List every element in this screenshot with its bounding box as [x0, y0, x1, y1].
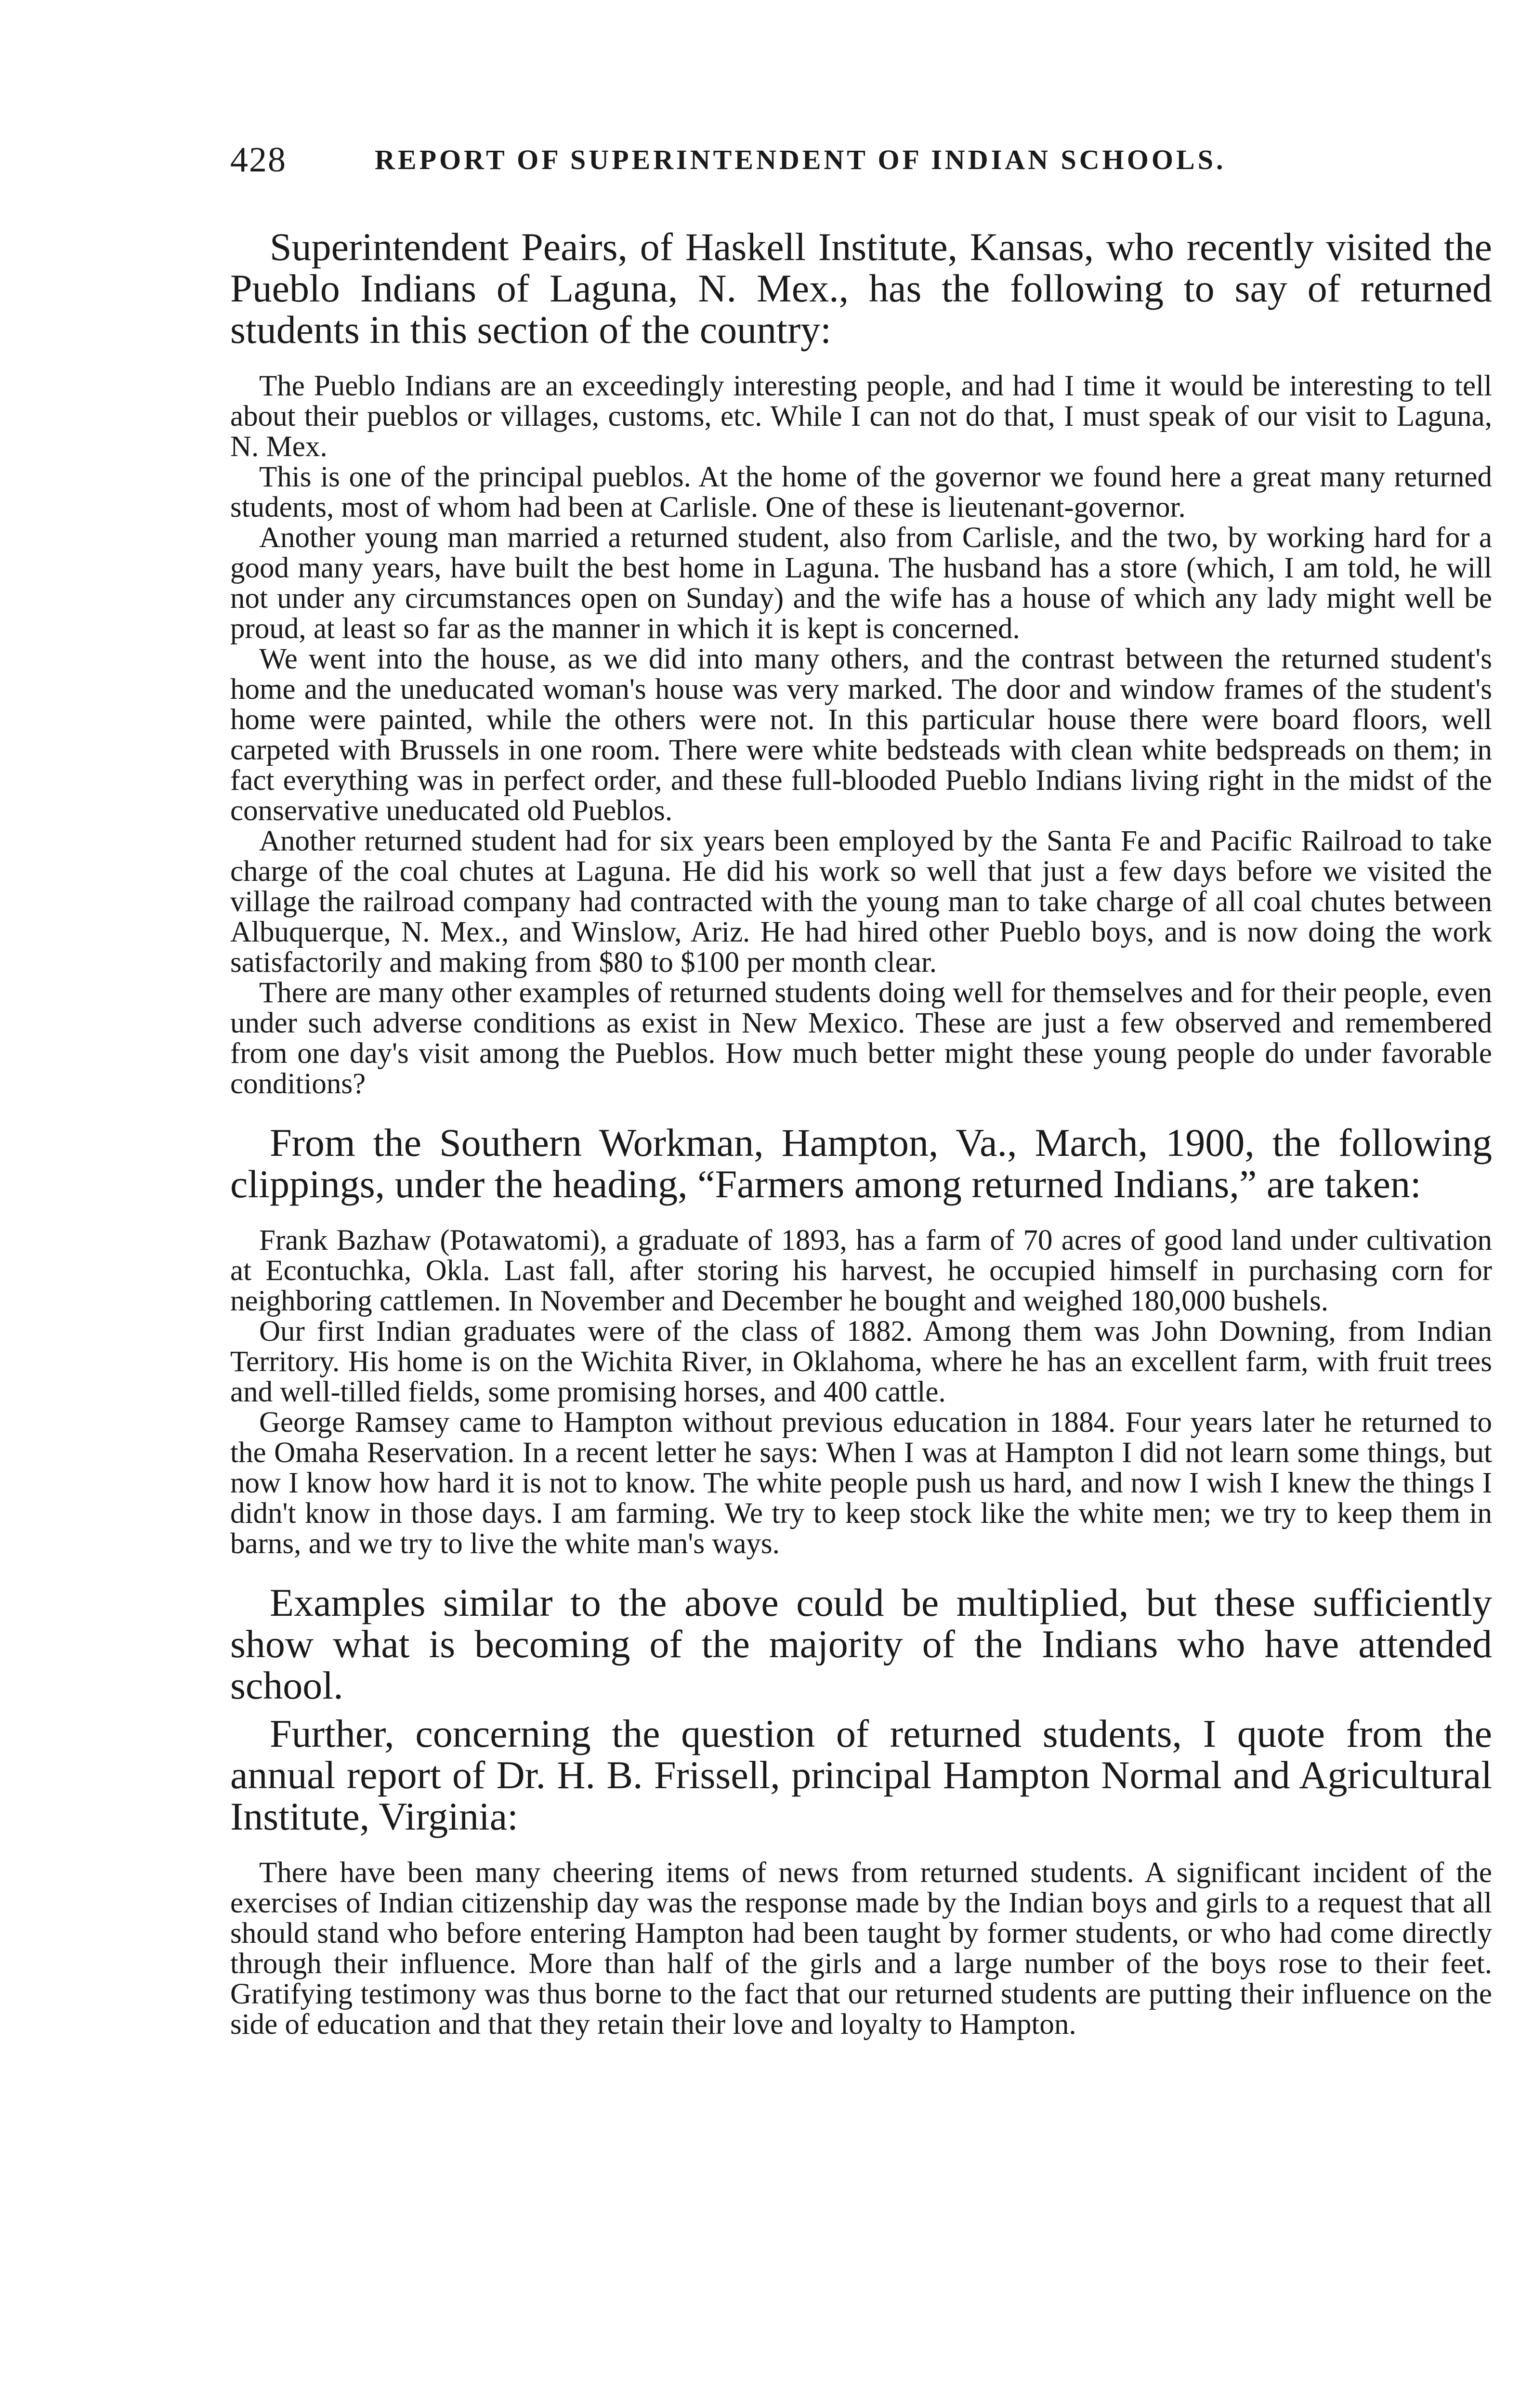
intro-workman-paragraph: From the Southern Workman, Hampton, Va., March, 1900, the following clippings, under the heading, “Farmers among returned Indians,” are taken: — [230, 1121, 1492, 1206]
quote-paragraph: We went into the house, as we did into many others, and the contrast between the returned student's home and the uneducated woman's house was very marked. The door and window frames of the student's home were painted, while the others were not. In this particular house there were board floors, well carpeted with Brussels in one room. There were white bedsteads with clean white bedspreads on them; in fact everything was in perfect order, and these full-blooded Pueblo Indians living right in the midst of the conservative uneducated old Pueblos. — [230, 643, 1492, 827]
quote-paragraph: Frank Bazhaw (Potawatomi), a graduate of 1893, has a farm of 70 acres of good land under cultivation at Econtuchka, Okla. Last fall, after storing his harvest, he occupied himself in purchasing corn for neighboring cattlemen. In November and December he bought and weighed 180,000 bushels. — [230, 1224, 1492, 1317]
page-header — [230, 140, 1492, 193]
quote-paragraph: There have been many cheering items of news from returned students. A significant incident of the exercises of Indian citizenship day was the response made by the Indian boys and girls to a request that all should stand who before entering Hampton had been taught by former students, or who had come directly through their influence. More than half of the girls and a large number of the boys rose to their feet. Gratifying testimony was thus borne to the fact that our returned students are putting their influence on the side of education and that they retain their love and loyalty to Hampton. — [230, 1857, 1492, 2041]
quote-paragraph: Our first Indian graduates were of the class of 1882. Among them was John Downing, from Indian Territory. His home is on the Wichita River, in Oklahoma, where he has an excellent farm, with fruit trees and well-tilled fields, some promising horses, and 400 cattle. — [230, 1315, 1492, 1408]
intro-peairs-paragraph: Superintendent Peairs, of Haskell Institute, Kansas, who recently visited the Pueblo Indians of Laguna, N. Mex., has the following to say of returned students in this section of the country: — [230, 225, 1492, 352]
page-content — [230, 226, 1492, 2063]
quote-paragraph: The Pueblo Indians are an exceedingly interesting people, and had I time it would be interesting to tell about their pueblos or villages, customs, etc. While I can not do that, I must speak of our visit to Laguna, N. Mex. — [230, 370, 1492, 463]
intro-frissell-paragraph: Further, concerning the question of returned students, I quote from the annual report of Dr. H. B. Frissell, principal Hampton Normal and Agricultural Institute, Virginia: — [230, 1712, 1492, 1838]
quote-paragraph: Another young man married a returned student, also from Carlisle, and the two, by working hard for a good many years, have built the best home in Laguna. The husband has a store (which, I am told, he will not under any circumstances open on Sunday) and the wife has a house of which any lady might well be proud, at least so far as the manner in which it is kept is concerned. — [230, 522, 1492, 645]
quote-paragraph: This is one of the principal pueblos. At the home of the governor we found here a great many returned students, most of whom had been at Carlisle. One of these is lieutenant-governor. — [230, 461, 1492, 523]
peairs-quotation — [230, 371, 1492, 1099]
quote-paragraph: George Ramsey came to Hampton without previous education in 1884. Four years later he returned to the Omaha Reservation. In a recent letter he says: When I was at Hampton I did not learn some things, but now I know how hard it is not to know. The white people push us hard, and now I wish I knew the things I didn't know in those days. I am farming. We try to keep stock like the white men; we try to keep them in barns, and we try to live the white man's ways. — [230, 1406, 1492, 1560]
examples-paragraph: Examples similar to the above could be multiplied, but these sufficiently show what is becoming of the majority of the Indians who have attended school. — [230, 1581, 1492, 1707]
running-head: REPORT OF SUPERINTENDENT OF INDIAN SCHOOLS. — [375, 144, 1226, 175]
frissell-quotation — [230, 1858, 1492, 2040]
page-number: 428 — [230, 140, 287, 180]
workman-quotation — [230, 1225, 1492, 1559]
quote-paragraph: There are many other examples of returned students doing well for themselves and for their people, even under such adverse conditions as exist in New Mexico. These are just a few observed and remembered from one day's visit among the Pueblos. How much better might these young people do under favorable conditions? — [230, 977, 1492, 1100]
quote-paragraph: Another returned student had for six years been employed by the Santa Fe and Pacific Railroad to take charge of the coal chutes at Laguna. He did his work so well that just a few days before we visited the village the railroad company had contracted with the young man to take charge of all coal chutes between Albuquerque, N. Mex., and Winslow, Ariz. He had hired other Pueblo boys, and is now doing the work satisfactorily and making from $80 to $100 per month clear. — [230, 825, 1492, 979]
